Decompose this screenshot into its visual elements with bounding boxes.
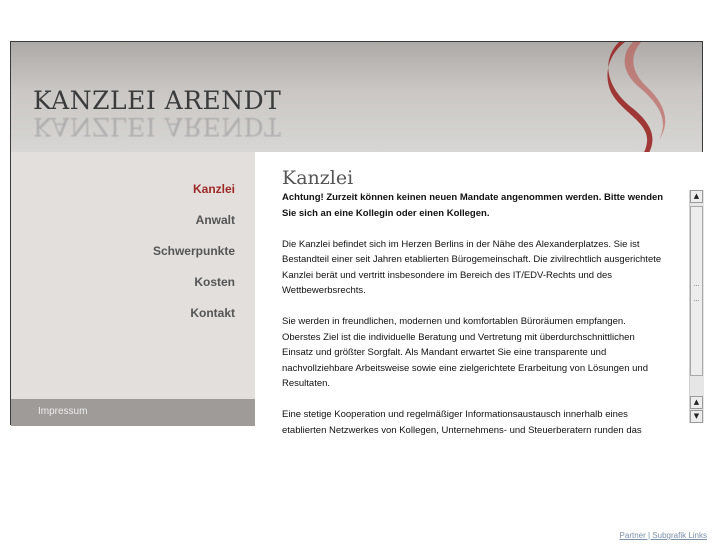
content-text [282,190,664,454]
arrow-down-icon: ▼ [693,412,700,420]
grip-icon [694,285,699,301]
sidebar-item-kontakt[interactable]: Kontakt [190,306,235,320]
paragraph: Eine stetige Kooperation und regelmäßiger Informationsaustausch innerhalb eines etablierten Netzwerkes von Kollegen, Unternehmens- und Steuerberatern runden das [282,409,642,436]
paragraph: Sie werden in freundlichen, modernen und komfortablen Büroräumen empfangen. Oberstes Ziel ist die individuelle Beratung und Vertretung mit überdurchschnittlichen Einsatz und größter Sorgfalt. Als Mandant erwartet Sie eine transparente und nachvollziehbare Arbeitsweise sowie eine zielgerichtete Erarbeitung von Lösungen und Resultaten. [282,316,648,389]
scroll-page-up-button[interactable] [690,396,703,409]
scroll-down-button[interactable] [690,410,703,423]
paragraph: Die Kanzlei befindet sich im Herzen Berlins in der Nähe des Alexanderplatzes. Sie ist Bestandteil einer seit Jahren etablierten Bürogemeinschaft. Die zivilrechtlich ausgerichtete Kanzlei berät und vertritt insbesondere im Bereich des IT/EDV-Rechts und des Wettbewerbsrechts. [282,238,662,296]
page-title: Kanzlei [282,167,354,189]
page-frame [10,41,703,436]
scrollbar-thumb[interactable] [690,206,703,376]
impressum-link[interactable]: Impressum [38,406,88,417]
header [11,42,702,152]
sidebar-item-kosten[interactable]: Kosten [194,275,235,289]
arrow-up-icon: ▲ [693,192,700,200]
content-area [255,152,704,436]
site-logo[interactable]: KANZLEI ARENDT [33,86,282,115]
site-logo-reflection: KANZLEI ARENDT [33,112,282,141]
impressum-bar [11,399,255,426]
arrow-up-icon: ▲ [693,398,700,406]
sidebar-item-kanzlei[interactable]: Kanzlei [192,182,235,196]
warning-notice: Achtung! Zurzeit können keinen neuen Mandate angenommen werden. Bitte wenden Sie sich an eine Kollegin oder einen Kollegen. [282,192,664,219]
sidebar-nav [11,152,255,399]
sidebar-item-schwerpunkte[interactable]: Schwerpunkte [152,244,235,258]
scroll-up-button[interactable] [690,190,703,203]
sidebar-item-anwalt[interactable]: Anwalt [195,213,235,227]
footer-partner-link[interactable]: Partner | Subgrafik Links [619,531,707,540]
content-scrollbar[interactable] [689,190,704,423]
